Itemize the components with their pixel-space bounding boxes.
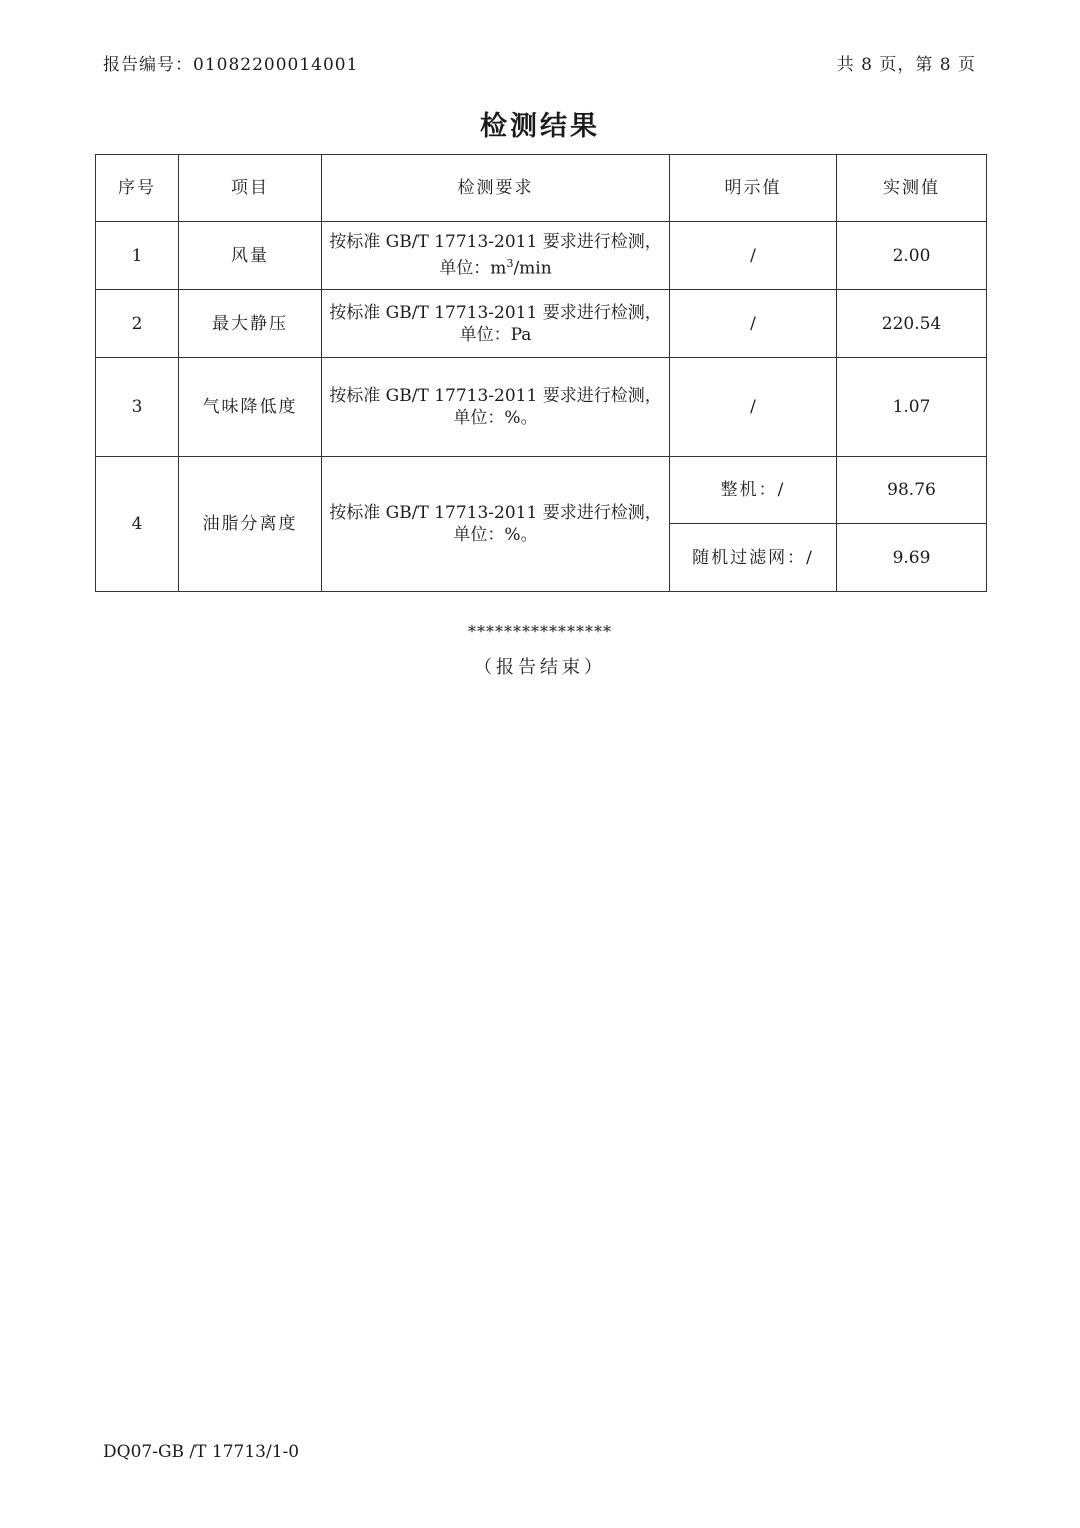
- row-item: 气味降低度: [179, 358, 322, 457]
- requirement-text: 按标准 GB/T 17713-2011 要求进行检测，: [329, 302, 662, 323]
- row-measured: 9.69: [837, 524, 987, 592]
- row-requirement: [322, 222, 670, 290]
- row-declared: /: [670, 358, 837, 457]
- row-measured: 2.00: [837, 222, 987, 290]
- unit-suffix: /min: [513, 258, 552, 279]
- header-requirement: 检测要求: [322, 155, 670, 222]
- row-no: 2: [96, 290, 179, 358]
- page-info: 共 8 页，第 8 页: [836, 55, 976, 75]
- document-code: DQ07-GB /T 17713/1-0: [103, 1442, 300, 1462]
- header-measured: 实测值: [837, 155, 987, 222]
- row-no: 3: [96, 358, 179, 457]
- end-separator: ****************: [468, 622, 612, 641]
- row-measured: 220.54: [837, 290, 987, 358]
- row-declared: 随机过滤网：/: [670, 524, 837, 592]
- header-no: 序号: [96, 155, 179, 222]
- report-number: 报告编号：01082200014001: [103, 55, 359, 75]
- results-table: [95, 154, 987, 592]
- requirement-unit: [328, 253, 663, 280]
- requirement-text: 按标准 GB/T 17713-2011 要求进行检测，: [329, 503, 662, 523]
- requirement-unit: 单位：%。: [453, 525, 538, 545]
- row-measured: 1.07: [837, 358, 987, 457]
- row-requirement: [322, 457, 670, 592]
- row-requirement: [322, 358, 670, 457]
- row-declared: /: [670, 222, 837, 290]
- requirement-unit: 单位：%。: [453, 408, 538, 428]
- requirement-text: 按标准 GB/T 17713-2011 要求进行检测，: [329, 386, 662, 406]
- row-requirement: [322, 290, 670, 358]
- row-no: 1: [96, 222, 179, 290]
- row-measured: 98.76: [837, 457, 987, 524]
- row-declared: 整机：/: [670, 457, 837, 524]
- unit-prefix: 单位：m: [439, 258, 507, 279]
- table-header-row: [96, 155, 987, 222]
- requirement-text: 按标准 GB/T 17713-2011 要求进行检测，: [329, 232, 662, 253]
- row-item: 风量: [179, 222, 322, 290]
- page-title: 检测结果: [480, 111, 600, 142]
- table-row: [96, 222, 987, 290]
- table-row: [96, 457, 987, 524]
- table-row: [96, 290, 987, 358]
- table-row: [96, 358, 987, 457]
- row-no: 4: [96, 457, 179, 592]
- requirement-unit: 单位：Pa: [459, 324, 532, 345]
- row-item: 油脂分离度: [179, 457, 322, 592]
- end-of-report-note: （报告结束）: [474, 657, 606, 678]
- unit-superscript: 3: [506, 257, 514, 271]
- header-declared: 明示值: [670, 155, 837, 222]
- header-item: 项目: [179, 155, 322, 222]
- row-declared: /: [670, 290, 837, 358]
- row-item: 最大静压: [179, 290, 322, 358]
